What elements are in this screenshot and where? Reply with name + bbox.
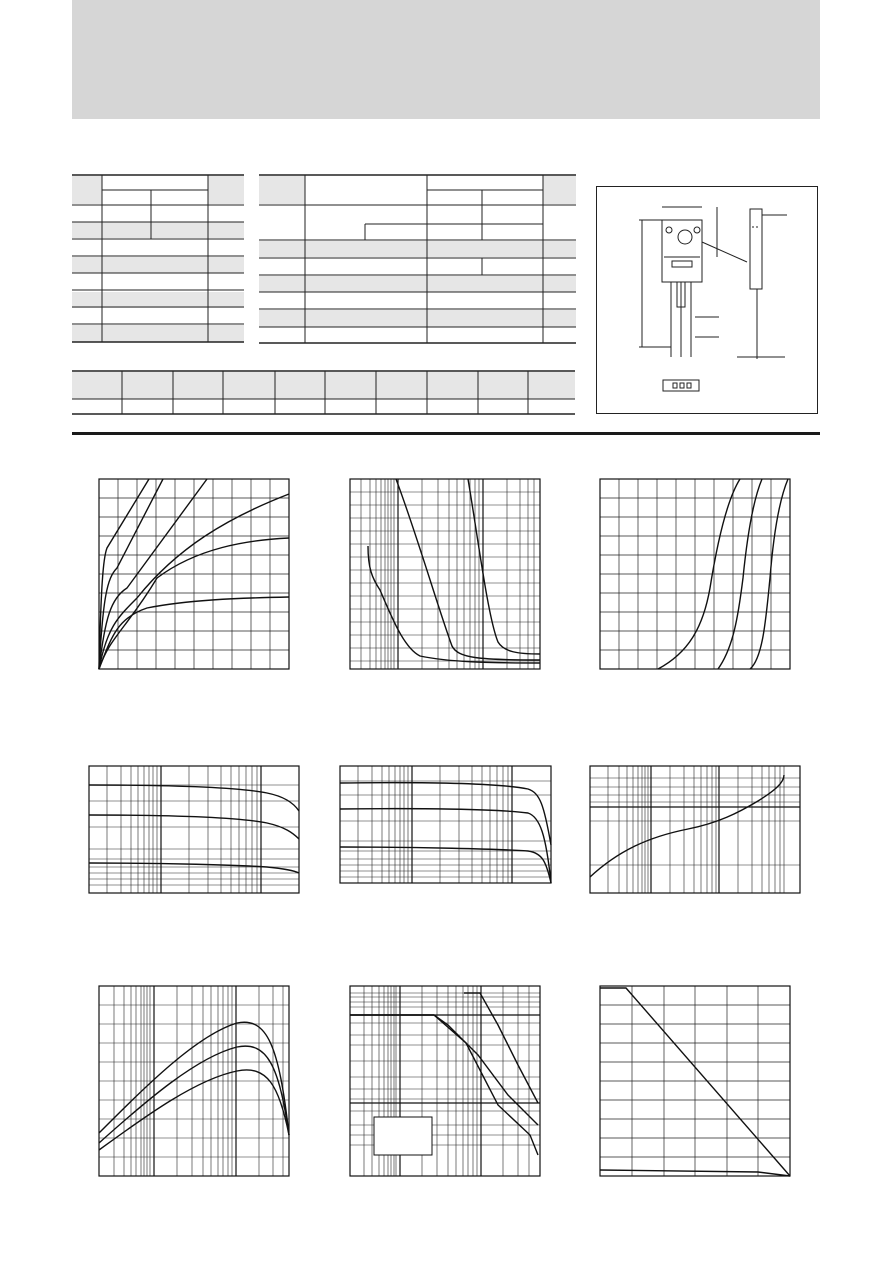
chart-hfe-ic-2 [338, 765, 553, 885]
section-divider [72, 432, 820, 435]
chart-hfe-ic-1 [87, 765, 301, 895]
classification-table [72, 371, 575, 414]
chart-8-legend-box [374, 1117, 432, 1155]
chart-saturation-voltage [598, 478, 792, 671]
chart-output-characteristics [97, 478, 291, 671]
chart-safe-operating-area [348, 985, 542, 1178]
chart-4-curves [89, 785, 299, 873]
package-outline [596, 186, 818, 414]
electrical-table [259, 175, 576, 343]
absolute-max-table [72, 175, 244, 342]
chart-5-curves [340, 783, 551, 883]
chart-7-curves [99, 1022, 289, 1150]
chart-power-derating [598, 985, 792, 1178]
chart-ft-ic [97, 985, 291, 1178]
chart-vbe-ic [588, 765, 802, 895]
chart-transfer-characteristics [348, 478, 542, 671]
package-drawing [597, 187, 819, 415]
